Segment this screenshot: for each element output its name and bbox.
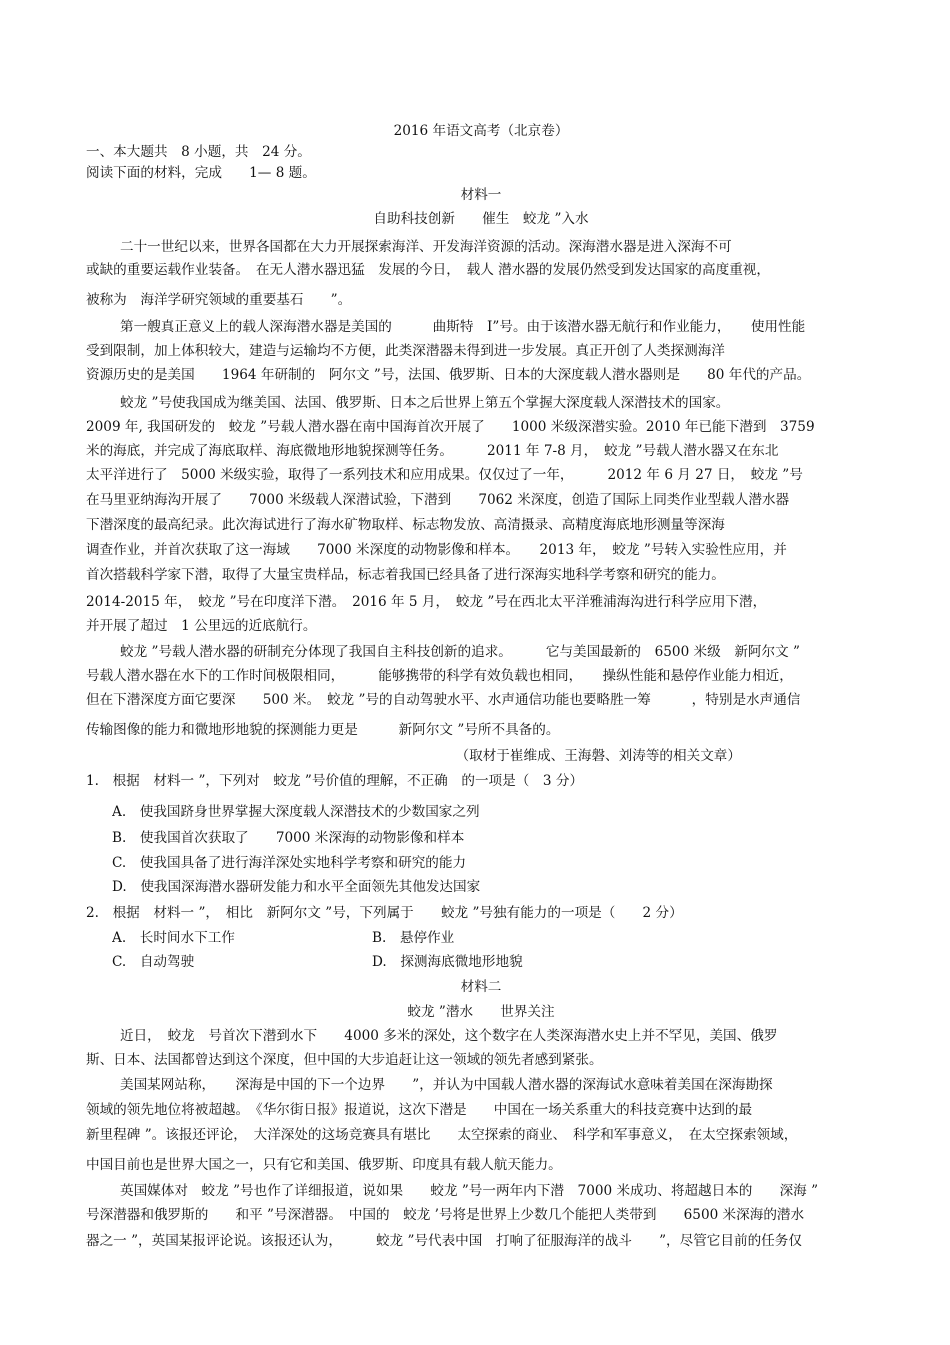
question-2-stem: 2. 根据 材料一 ”， 相比 新阿尔文 ”号，下列属于 蛟龙 ”号独有能力的一项是（ 2 分）: [86, 905, 683, 921]
paragraph-line: 米的海底，并完成了海底取样、海底微地形地貌探测等任务。 2011 年 7-8 月， 蛟龙 ”号载人潜水器又在东北: [86, 443, 779, 459]
paragraph-line: 新里程碑 ”。该报还评论， 大洋深处的这场竞赛具有堪比 太空探索的商业、 科学和军事意义， 在太空探索领域，: [86, 1127, 798, 1143]
paragraph-line: 二十一世纪以来，世界各国都在大力开展探索海洋、开发海洋资源的活动。深海潜水器是进入深海不可: [120, 239, 732, 255]
paragraph-line: 器之一 ”，英国某报评论说。该报还认为， 蛟龙 ”号代表中国 打响了征服海洋的战斗 ”，尽管它目前的任务仅: [86, 1233, 802, 1249]
paragraph-line: 领域的领先地位将被超越。 《华尔街日报》报道说，这次下潜是 中国在一场关系重大的科技竞赛中达到的最: [86, 1102, 753, 1118]
question-2-option-b: B. 悬停作业: [372, 930, 455, 946]
paragraph-line: 中国目前也是世界大国之一，只有它和美国、俄罗斯、印度具有载人航天能力。: [86, 1157, 562, 1173]
paragraph-line: 调查作业，并首次获取了这一海域 7000 米深度的动物影像和样本。 2013 年， 蛟龙 ”号转入实验性应用，并: [86, 542, 787, 558]
paragraph-line: 资源历史的是美国 1964 年研制的 阿尔文 ”号，法国、俄罗斯、日本的大深度载人潜水器则是 80 年代的产品。: [86, 367, 811, 383]
question-1-option-a: A. 使我国跻身世界掌握大深度载人深潜技术的少数国家之列: [112, 804, 480, 820]
instruction: 阅读下面的材料，完成 1— 8 题。: [86, 165, 316, 181]
paragraph-line: 蛟龙 ”号使我国成为继美国、法国、俄罗斯、日本之后世界上第五个掌握大深度载人深潜技术的国家。: [120, 395, 730, 411]
paragraph-line: 近日， 蛟龙 号首次下潜到水下 4000 多米的深处，这个数字在人类深海潜水史上并不罕见，美国、俄罗: [120, 1028, 778, 1044]
paragraph-line: 第一艘真正意义上的载人深海潜水器是美国的 曲斯特 I”号。由于该潜水器无航行和作业能力， 使用性能: [120, 319, 806, 335]
question-2-option-d: D. 探测海底微地形地貌: [372, 954, 523, 970]
paragraph-line: 受到限制，加上体积较大，建造与运输均不方便，此类深潜器未得到进一步发展。真正开创了人类探测海洋: [86, 343, 725, 359]
paragraph-line: 2009 年, 我国研发的 蛟龙 ”号载人潜水器在南中国海首次开展了 1000 米级深潜实验。2010 年已能下潜到 3759: [86, 419, 815, 435]
material2-heading: 蛟龙 ”潜水 世界关注: [407, 1004, 555, 1020]
section-header: 一、本大题共 8 小题，共 24 分。: [86, 144, 311, 160]
paragraph-line: 首次搭载科学家下潜，取得了大量宝贵样品，标志着我国已经具备了进行深海实地科学考察和研究的能力。: [86, 567, 725, 583]
paragraph-line: 蛟龙 ”号载人潜水器的研制充分体现了我国自主科技创新的追求。 它与美国最新的 6500 米级 新阿尔文 ”: [120, 644, 800, 660]
paragraph-line: 或缺的重要运载作业装备。 在无人潜水器迅猛 发展的今日， 载人 潜水器的发展仍然受到发达国家的高度重视，: [86, 262, 770, 278]
material1-heading: 自助科技创新 催生 蛟龙 ”入水: [373, 211, 589, 227]
paragraph-line: 太平洋进行了 5000 米级实验，取得了一系列技术和应用成果。仅仅过了一年， 2012 年 6 月 27 日， 蛟龙 ”号: [86, 467, 803, 483]
paragraph-line: 号载人潜水器在水下的工作时间极限相同， 能够携带的科学有效负载也相同， 操纵性能和悬停作业能力相近，: [86, 668, 793, 684]
material2-label: 材料二: [460, 979, 502, 995]
paragraph-line: 但在下潜深度方面它要深 500 米。 蛟龙 ”号的自动驾驶水平、水声通信功能也要略胜一筹 ，特别是水声通信: [86, 692, 801, 708]
question-1-stem: 1. 根据 材料一 ”，下列对 蛟龙 ”号价值的理解，不正确 的一项是（ 3 分）: [86, 773, 584, 789]
question-1-option-c: C. 使我国具备了进行海洋深处实地科学考察和研究的能力: [112, 855, 467, 871]
question-2-option-a: A. 长时间水下工作: [112, 930, 235, 946]
paragraph-line: 2014-2015 年， 蛟龙 ”号在印度洋下潜。 2016 年 5 月， 蛟龙 ”号在西北太平洋雅浦海沟进行科学应用下潜，: [86, 594, 767, 610]
paragraph-line: 并开展了超过 1 公里远的近底航行。: [86, 618, 317, 634]
doc-title: 2016 年语文高考（北京卷）: [393, 123, 569, 139]
paragraph-line: 斯、日本、法国都曾达到这个深度，但中国的大步追赶让这一领域的领先者感到紧张。: [86, 1052, 603, 1068]
question-1-option-b: B. 使我国首次获取了 7000 米深海的动物影像和样本: [112, 830, 465, 846]
paragraph-line: 英国媒体对 蛟龙 ”号也作了详细报道，说如果 蛟龙 ”号一两年内下潜 7000 米成功、将超越日本的 深海 ”: [120, 1183, 819, 1199]
paragraph-line: 下潜深度的最高纪录。此次海试进行了海水矿物取样、标志物发放、高清摄录、高精度海底地形测量等深海: [86, 517, 725, 533]
paragraph-line: 在马里亚纳海沟开展了 7000 米级载人深潜试验，下潜到 7062 米深度，创造了国际上同类作业型载人潜水器: [86, 492, 790, 508]
paragraph-line: 传输图像的能力和微地形地貌的探测能力更是 新阿尔文 ”号所不具备的。: [86, 722, 560, 738]
paragraph-line: 美国某网站称， 深海是中国的下一个边界 ”，并认为中国载人潜水器的深海试水意味着美国在深海勘探: [120, 1077, 773, 1093]
question-2-option-c: C. 自动驾驶: [112, 954, 195, 970]
material1-label: 材料一: [460, 187, 502, 203]
paragraph-line: 号深潜器和俄罗斯的 和平 ”号深潜器。 中国的 蛟龙 ’号将是世界上少数几个能把人类带到 6500 米深海的潜水: [86, 1207, 805, 1223]
source-citation: （取材于崔维成、王海磐、刘涛等的相关文章）: [455, 748, 741, 764]
paragraph-line: 被称为 海洋学研究领域的重要基石 ”。: [86, 292, 352, 308]
question-1-option-d: D. 使我国深海潜水器研发能力和水平全面领先其他发达国家: [112, 879, 481, 895]
